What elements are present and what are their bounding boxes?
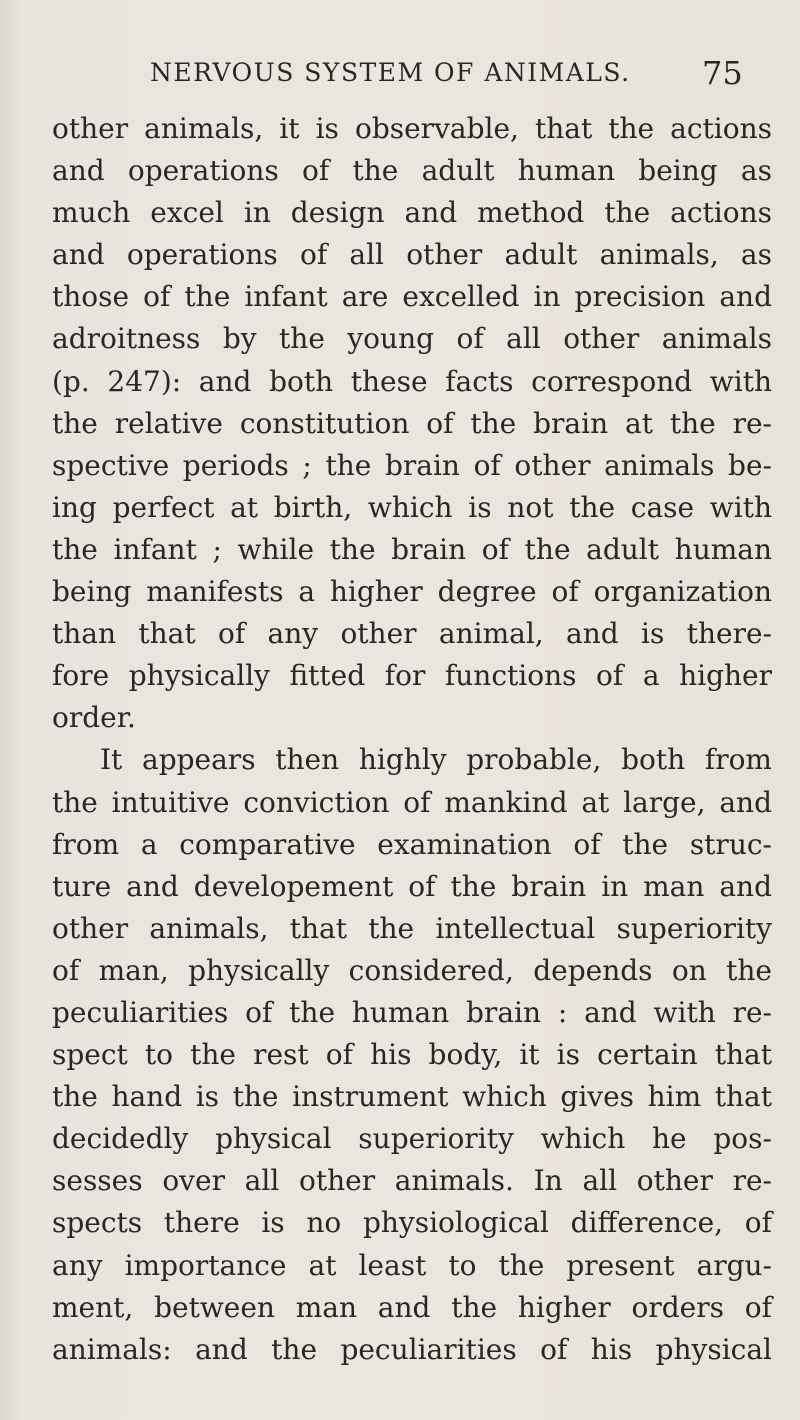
text-line: spective periods ; the brain of other animals be-: [52, 448, 772, 482]
text-line: any importance at least to the present argu-: [52, 1248, 772, 1282]
page-number: 75: [702, 54, 743, 92]
text-line: ment, between man and the higher orders of: [52, 1290, 772, 1324]
text-line: much excel in design and method the actions: [52, 196, 772, 230]
paragraph-start-line: It appears then highly probable, both from: [100, 743, 772, 777]
text-line: the infant ; while the brain of the adult human: [52, 532, 772, 566]
text-line: sesses over all other animals. In all other re-: [52, 1164, 772, 1198]
text-line: fore physically fitted for functions of a higher: [52, 659, 772, 693]
text-line: order.: [52, 701, 136, 735]
body-text: [52, 108, 772, 1371]
text-line: and operations of all other adult animals, as: [52, 238, 772, 272]
text-line: than that of any other animal, and is there-: [52, 617, 772, 651]
text-line: those of the infant are excelled in precision and: [52, 280, 772, 314]
text-line: other animals, it is observable, that the actions: [52, 112, 772, 145]
running-title: NERVOUS SYSTEM OF ANIMALS.: [150, 58, 631, 87]
text-line: spects there is no physiological difference, of: [52, 1206, 772, 1240]
text-line: the intuitive conviction of mankind at large, and: [52, 785, 772, 819]
text-line: ture and developement of the brain in man and: [52, 869, 772, 903]
text-line: (p. 247): and both these facts correspond with: [52, 364, 772, 398]
text-line: peculiarities of the human brain : and with re-: [52, 995, 772, 1029]
text-line: and operations of the adult human being as: [52, 154, 772, 188]
text-line: ing perfect at birth, which is not the case with: [52, 490, 772, 524]
text-line: adroitness by the young of all other animals: [52, 322, 772, 356]
running-head: [0, 54, 800, 98]
text-line: animals: and the peculiarities of his physical: [52, 1332, 772, 1366]
text-line: being manifests a higher degree of organization: [52, 575, 772, 609]
text-line: spect to the rest of his body, it is certain that: [52, 1038, 772, 1072]
text-line: the hand is the instrument which gives him that: [52, 1080, 772, 1114]
text-line: of man, physically considered, depends on the: [52, 953, 772, 987]
text-line: other animals, that the intellectual superiority: [52, 911, 772, 945]
text-line: from a comparative examination of the struc-: [52, 827, 772, 861]
text-line: decidedly physical superiority which he pos-: [52, 1122, 772, 1156]
text-line: the relative constitution of the brain at the re-: [52, 406, 772, 440]
